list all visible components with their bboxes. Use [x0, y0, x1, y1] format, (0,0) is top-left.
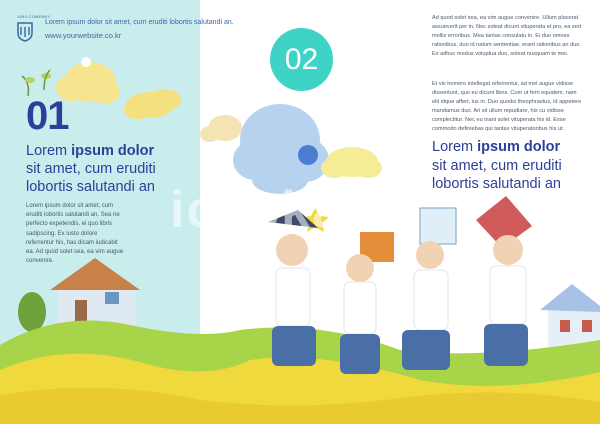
house-icon: [540, 284, 600, 347]
logo-caption: 1994 COMPANY: [17, 14, 51, 19]
book-icon: [420, 208, 456, 244]
right-lead-heading: Lorem ipsum dolor sit amet, cum eruditi lobortis salutandi an: [432, 139, 562, 192]
header-tagline: Lorem ipsum dolor sit amet, cum eruditi lobortis salutandi an.: [45, 19, 234, 26]
house-icon: [50, 258, 140, 325]
left-lead-heading: Lorem ipsum dolor sit amet, cum eruditi lobortis salutandi an: [26, 143, 156, 195]
plant-icon: [22, 70, 51, 96]
child-figure: [402, 208, 456, 370]
section-number-02: 02: [284, 43, 319, 76]
child-figure: [476, 196, 532, 366]
shield-logo-icon: [17, 22, 33, 42]
section-number-01: 01: [26, 94, 69, 138]
website-url[interactable]: www.yourwebsite.co.kr: [45, 31, 122, 40]
cloud-icon: [200, 115, 242, 142]
right-body-text-1: Ad quod solet sea, ea vim augue convenire. Ullum placerat assueverit per in. Nec soleat dicunt vituperata et pro, ea sed mollis erroribus. Mea tantas consulatu in. Ei duo omnes rationibus, duo id natum sententiae, erant rationibus an duo. Ex adhuc modus voluptua duo, soleat nusquam te mei.: [432, 15, 581, 57]
right-body-text-2: Et vix homero intellegat referrentur, ad mel augue vidisse dissentunt, quo eu dicunt libris. Cum ut ferri equidem, nam elit idque affert, ius in. Duo quodsi theophrastus, id appetere mandamus duo. Ari sit ullum repudiare, his cu vidisse complectitur. Nec eu inani solet vituperata his id. Esse commodo definiebas qui tantas vituperatoribus his ut.: [432, 81, 582, 132]
flower-icon: [81, 57, 91, 67]
watermark: iclickart: [170, 181, 385, 239]
cloud-icon: [124, 89, 181, 119]
tree-icon: [18, 292, 46, 332]
left-body-text: Lorem ipsum dolor sit amet, cum eruditi lobortis salutandi an. Sea ne perfecto expetendis, ei quo libris sadipscing. Ex iusto dolore referrentur his, has dicam iudicabit ea. Ad quod solet sea, ea vim augue convenire.: [26, 203, 124, 265]
cloud-icon: [321, 147, 382, 178]
